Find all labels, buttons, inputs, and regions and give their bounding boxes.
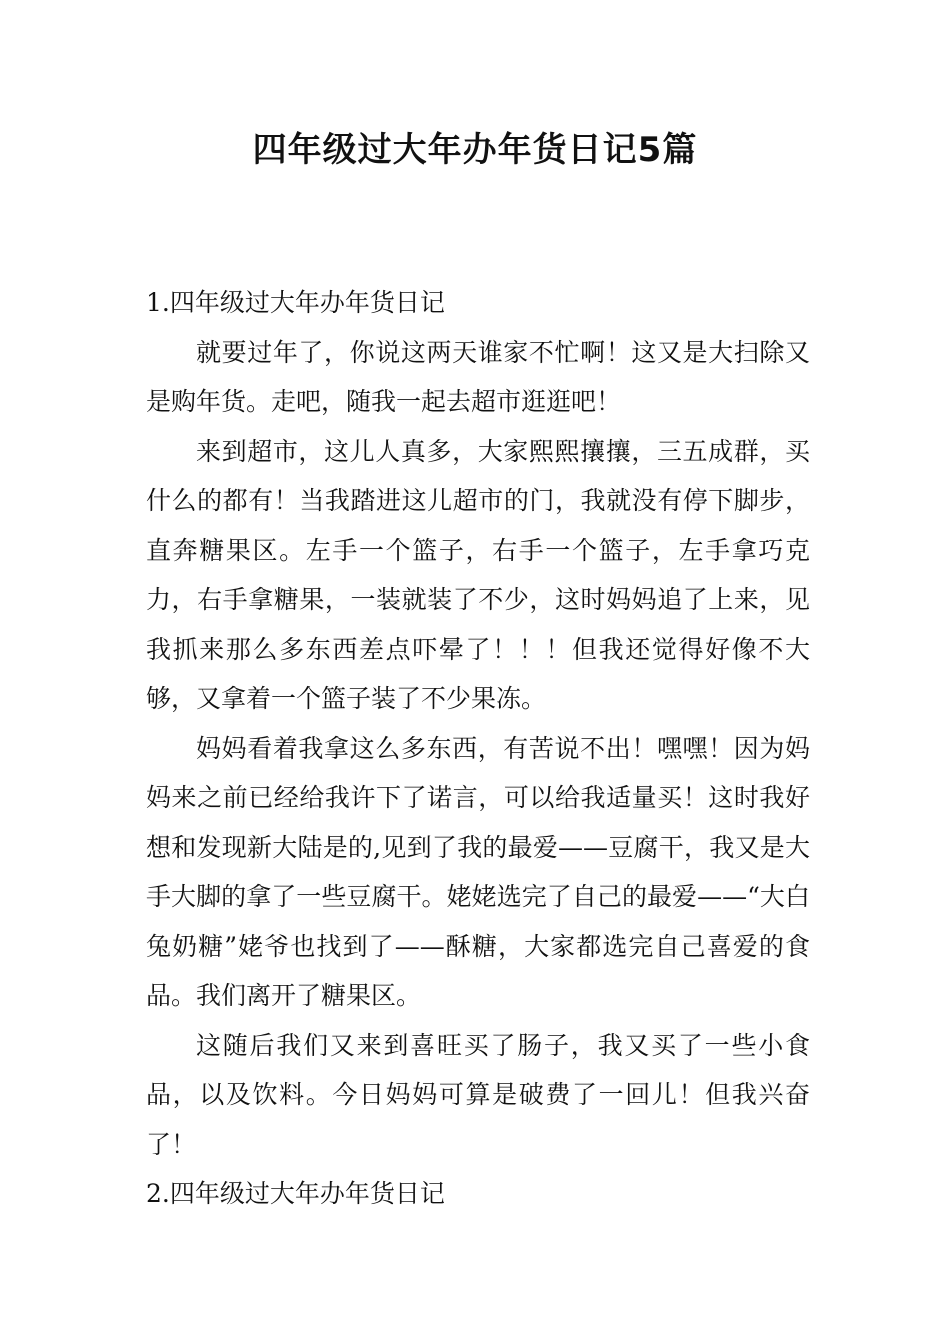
document-title: 四年级过大年办年货日记5篇 [252,130,698,170]
document-body [146,278,810,1219]
paragraph: 这随后我们又来到喜旺买了肠子，我又买了一些小食品，以及饮料。今日妈妈可算是破费了一回儿！但我兴奋了！ [146,1030,810,1159]
paragraph: 妈妈看着我拿这么多东西，有苦说不出！嘿嘿！因为妈妈来之前已经给我许下了诺言，可以给我适量买！这时我好想和发现新大陆是的,见到了我的最爱——豆腐干，我又是大手大脚的拿了一些豆腐干。姥姥选完了自己的最爱——“大白兔奶糖”姥爷也找到了——酥糖，大家都选完自己喜爱的食品。我们离开了糖果区。 [146,733,810,1010]
section-heading-2: 2.四年级过大年办年货日记 [146,1179,445,1208]
paragraph: 来到超市，这儿人真多，大家熙熙攘攘，三五成群，买什么的都有！当我踏进这儿超市的门，我就没有停下脚步，直奔糖果区。左手一个篮子，右手一个篮子，左手拿巧克力，右手拿糖果，一装就装了不少，这时妈妈追了上来，见我抓来那么多东西差点吓晕了！！！但我还觉得好像不大够，又拿着一个篮子装了不少果冻。 [146,436,810,713]
section-heading-1: 1.四年级过大年办年货日记 [146,288,445,317]
paragraph: 就要过年了，你说这两天谁家不忙啊！这又是大扫除又是购年货。走吧，随我一起去超市逛逛吧！ [146,337,810,416]
